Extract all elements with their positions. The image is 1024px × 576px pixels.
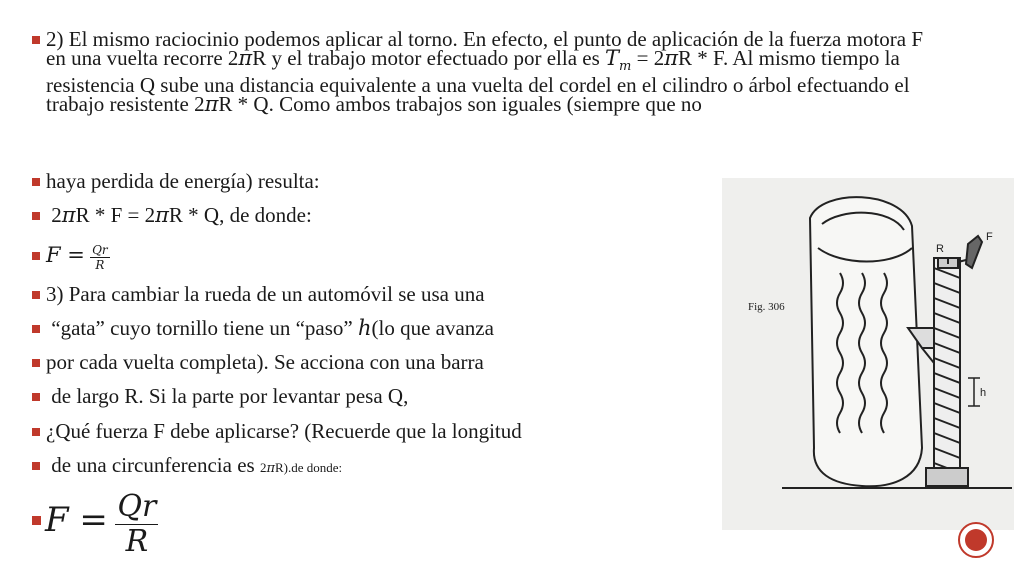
bullet-marker <box>32 36 40 44</box>
figure-caption: Fig. 306 <box>748 301 785 313</box>
label-f: F <box>986 231 993 243</box>
bullet-formula-large: F = $\frac{Qr}{R}$ <box>32 482 992 560</box>
bullet-gata-2: “gata” cuyo tornillo tiene un “paso” h(lo que avanza <box>32 319 992 338</box>
label-r: R <box>936 243 944 255</box>
bullet-paragraph-torno: 2) El mismo raciocinio podemos aplicar al torno. En efecto, el punto de aplicación de la fuerza motora F en una vuelta recorre 2πR y el trabajo motor efectuado por ella es $T_m = 2\pi R * F$. Al mismo tiempo la resistencia Q sube una distancia equivalente a una vuelta del cordel en el cilindro o árbol efectuando el trabajo resistente 2πR * Q. Como ambos trabajos son iguales (siempre que no <box>32 30 946 113</box>
figure-jack-tire <box>722 178 1014 530</box>
bullet-gata-4: de largo R. Si la parte por levantar pesa Q, <box>32 387 992 406</box>
bullet-gata-5: ¿Qué fuerza F debe aplicarse? (Recuerde que la longitud <box>32 422 992 441</box>
jack-base <box>926 468 968 486</box>
slide-number-badge <box>958 522 994 558</box>
bullet-resulta: haya perdida de energía) resulta: <box>32 172 992 191</box>
handle-grip <box>966 236 982 268</box>
bullet-formula-small: F = $\frac{Qr}{R}$ <box>32 236 992 274</box>
label-h: h <box>980 387 987 399</box>
jack-illustration <box>722 178 1014 530</box>
bullet-gata-6: de una circunferencia es 2πR).de donde: <box>32 456 992 478</box>
tire-shape <box>810 197 922 486</box>
bullet-gata-1: 3) Para cambiar la rueda de un automóvil se usa una <box>32 285 992 304</box>
fraction-qr-over-r: $\frac{Qr}{R}$ <box>92 242 108 272</box>
bullet-equation-work: 2πR * F = 2πR * Q, de donde: <box>32 206 992 225</box>
bullet-gata-3: por cada vuelta completa). Se acciona con una barra <box>32 353 992 372</box>
fraction-qr-over-r-large: $\frac{Qr}{R}$ <box>117 488 157 559</box>
slide-number-dot <box>965 529 987 551</box>
